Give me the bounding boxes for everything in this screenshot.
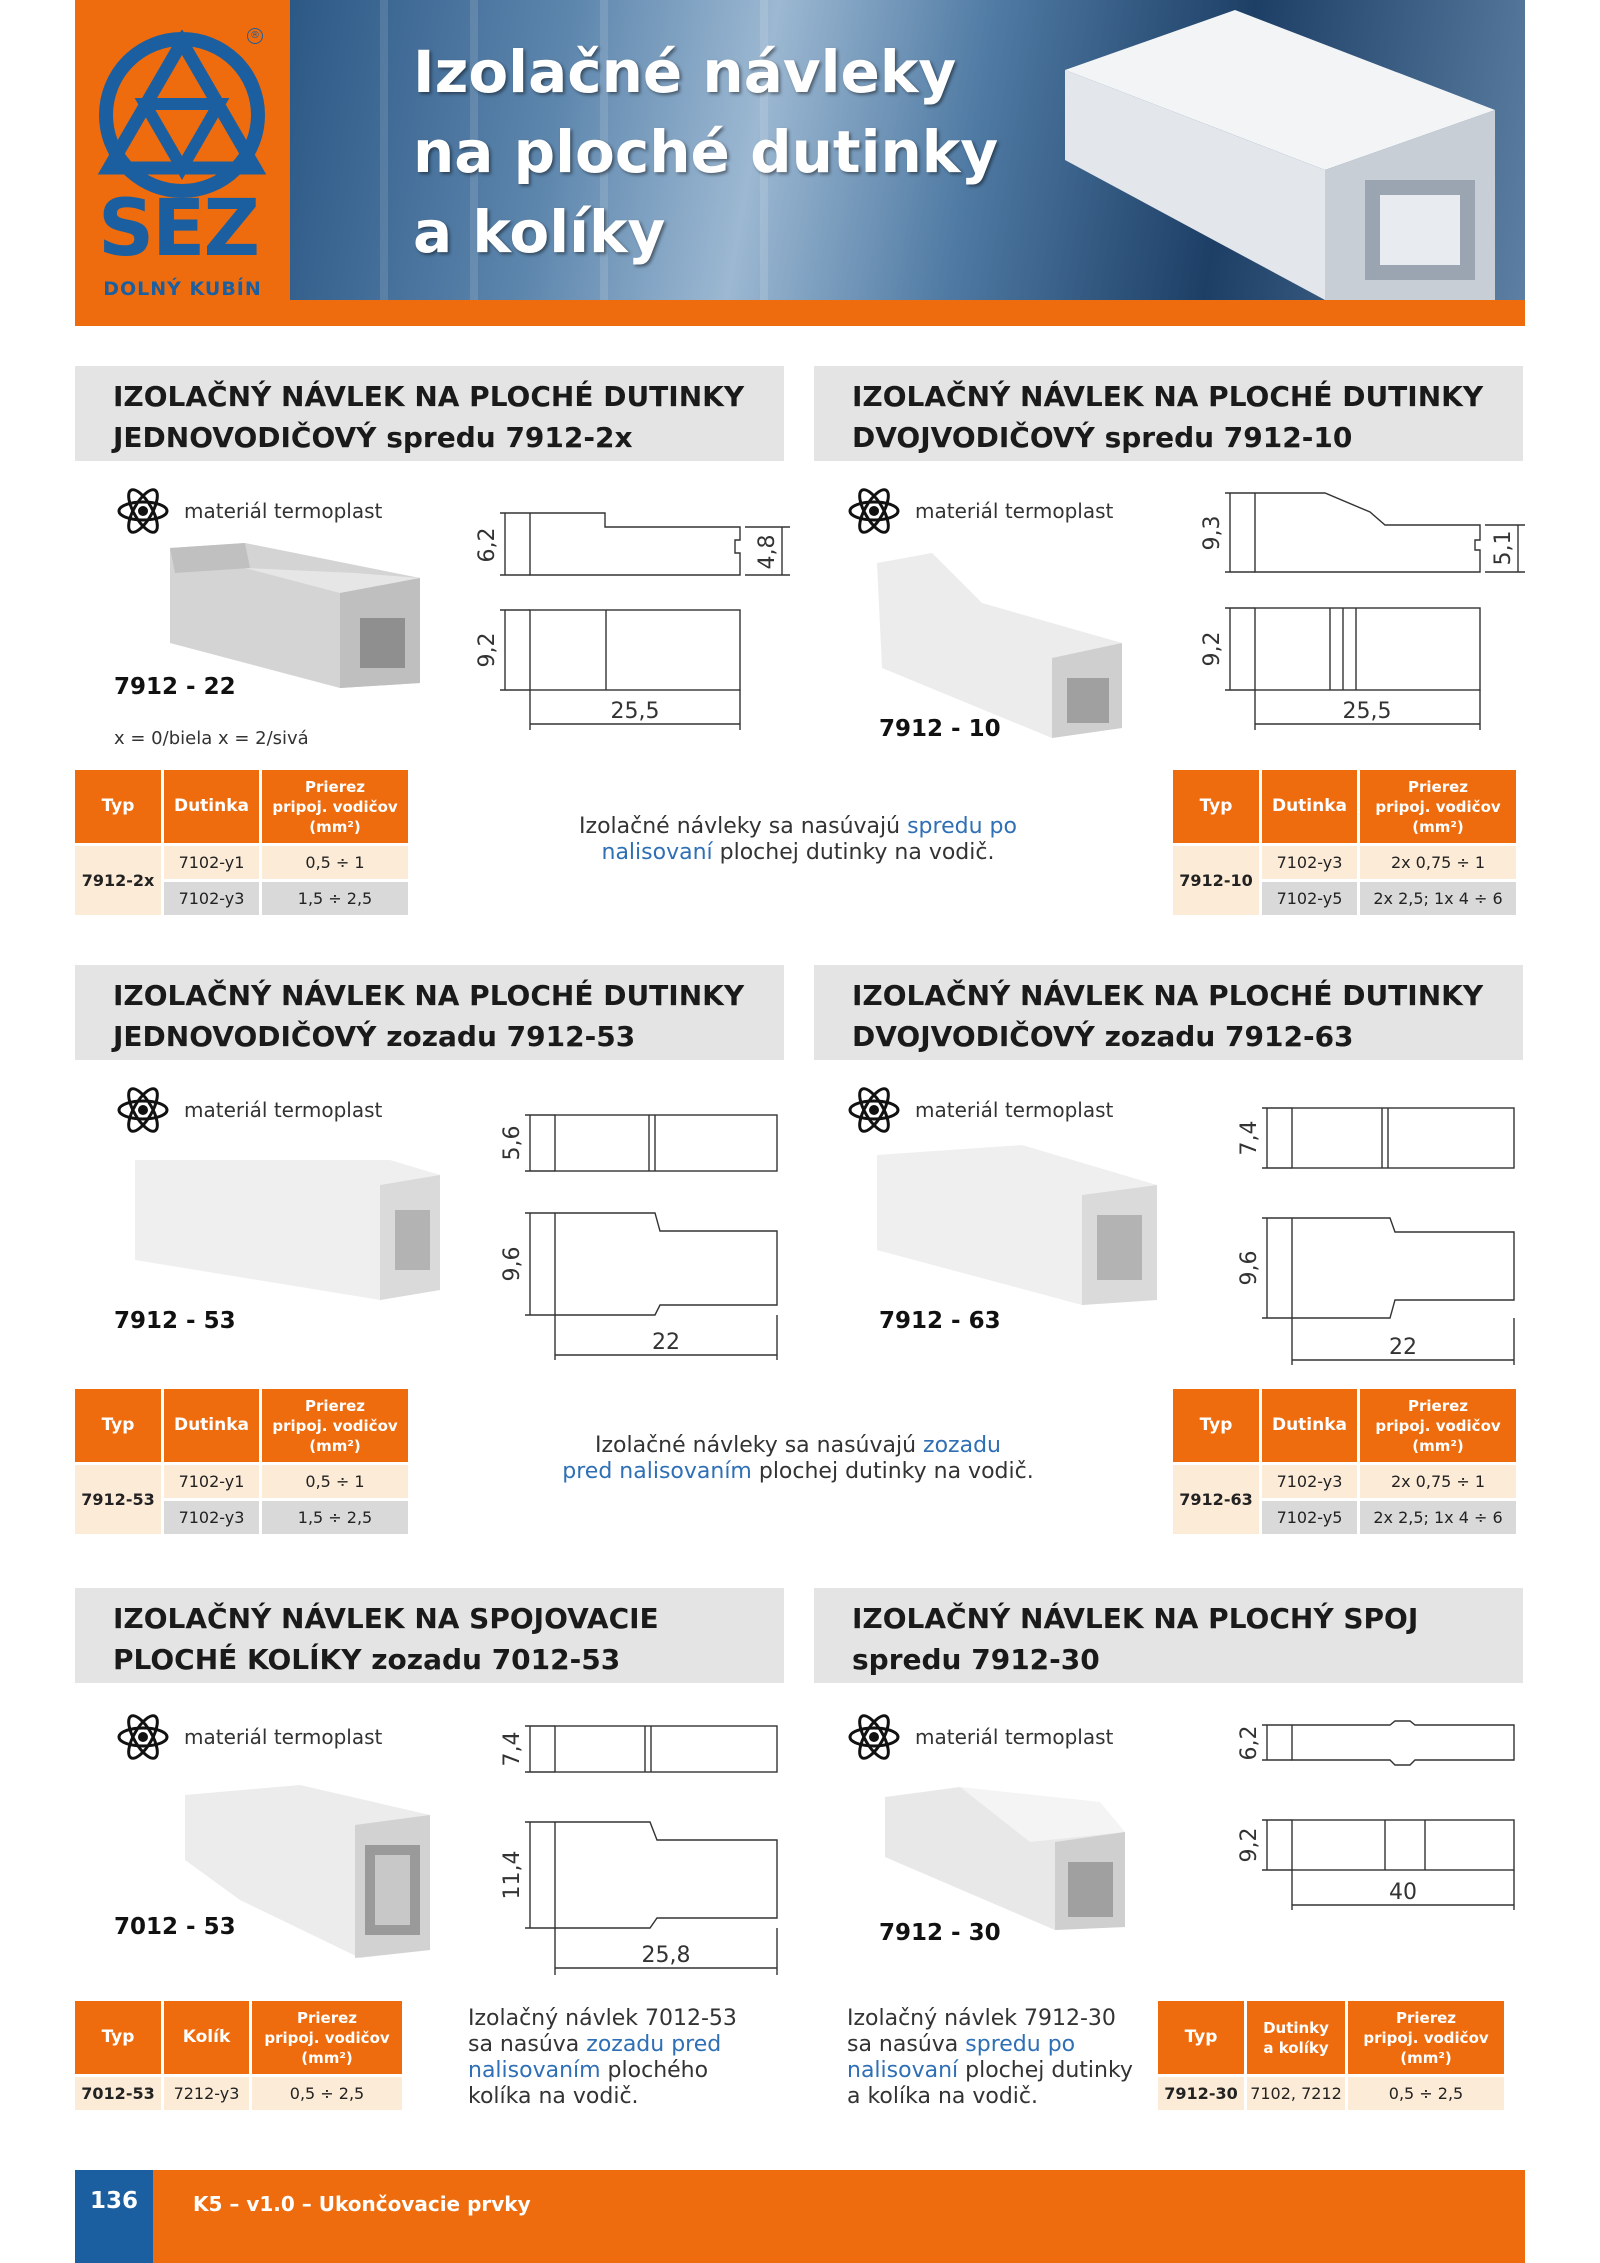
product-code: 7912 - 53 [114,1308,236,1334]
dim-height-right: 4,8 [755,534,780,570]
dim-length: 22 [652,1330,680,1355]
atom-icon [116,1710,170,1764]
registered-mark: ® [247,28,263,44]
dim-height-bottom: 9,6 [500,1246,525,1282]
mounting-description: Izolačný návlek 7012-53 sa nasúva zozadu pred nalisovaním plochého kolíka na vodič. [468,2006,737,2109]
product-image [872,1140,1162,1310]
atom-icon [116,484,170,538]
product-image [872,548,1132,743]
dim-length: 40 [1389,1880,1417,1905]
section-heading: IZOLAČNÝ NÁVLEK NA PLOCHÉ DUTINKY DVOJVODIČOVÝ spredu 7912-10 [814,366,1523,461]
brand-city: DOLNÝ KUBÍN [103,278,262,300]
atom-icon [847,1710,901,1764]
dim-height-top: 7,4 [500,1731,525,1767]
mounting-description: Izolačné návleky sa nasúvajú zozadu pred nalisovaním plochej dutinky na vodič. [562,1433,1034,1484]
material-info: materiál termoplast [116,1083,382,1137]
product-code: 7912 - 63 [879,1308,1001,1334]
dimension-drawing [495,1720,795,1980]
page-footer [75,2170,1525,2263]
footer-section-label: K5 – v1.0 – Ukončovacie prvky [193,2192,531,2216]
spec-table: Typ Dutinky a kolíky Prierez pripoj. vodičov (mm²) 7912-30 7102, 7212 0,5 ÷ 2,5 [1155,1998,1507,2113]
spec-table: Typ Dutinka Prierez pripoj. vodičov (mm²) 7912-63 7102-y3 2x 0,75 ÷ 1 7102-y5 2x 2,5; 1x 4 ÷ 6 [1170,1386,1519,1537]
dim-length: 25,5 [1342,699,1392,724]
dim-height-right: 5,1 [1491,530,1516,566]
dimension-drawing [470,505,800,735]
spec-table: Typ Dutinka Prierez pripoj. vodičov (mm²) 7912-2x 7102-y1 0,5 ÷ 1 7102-y3 1,5 ÷ 2,5 [72,767,411,918]
page-header [75,0,1525,326]
sez-logo [75,0,290,300]
spec-table: Typ Kolík Prierez pripoj. vodičov (mm²) 7012-53 7212-y3 0,5 ÷ 2,5 [72,1998,405,2113]
atom-icon [116,1083,170,1137]
mounting-description: Izolačné návleky sa nasúvajú spredu po nalisovaní plochej dutinky na vodič. [579,814,1017,865]
material-info: materiál termoplast [116,484,382,538]
dim-length: 22 [1389,1335,1417,1360]
dim-height-bottom: 9,6 [1237,1250,1262,1286]
material-info: materiál termoplast [847,484,1113,538]
product-code: 7912 - 22 [114,674,236,700]
material-info: materiál termoplast [847,1083,1113,1137]
header-orange-bar [75,300,1525,326]
section-heading: IZOLAČNÝ NÁVLEK NA PLOCHÝ SPOJ spredu 7912-30 [814,1588,1523,1683]
section-heading: IZOLAČNÝ NÁVLEK NA SPOJOVACIE PLOCHÉ KOLÍKY zozadu 7012-53 [75,1588,784,1683]
product-code: 7012 - 53 [114,1914,236,1940]
page-title: Izolačné návleky na ploché dutinky a kolíky [413,38,999,266]
product-image [880,1782,1130,1932]
atom-icon [847,484,901,538]
page-number: 136 [75,2170,153,2263]
section-heading: IZOLAČNÝ NÁVLEK NA PLOCHÉ DUTINKY DVOJVODIČOVÝ zozadu 7912-63 [814,965,1523,1060]
dim-height-top: 6,2 [1237,1725,1262,1761]
product-image-banner [1025,0,1525,300]
dim-height-bottom: 11,4 [500,1850,525,1900]
dim-length: 25,8 [641,1943,691,1968]
dimension-drawing [1230,1100,1530,1370]
section-heading: IZOLAČNÝ NÁVLEK NA PLOCHÉ DUTINKY JEDNOVODIČOVÝ spredu 7912-2x [75,366,784,461]
mounting-description: Izolačný návlek 7912-30 sa nasúva spredu po nalisovaní plochej dutinky a kolíka na vodič. [847,2006,1133,2109]
material-info: materiál termoplast [847,1710,1113,1764]
dim-height-top: 6,2 [475,527,500,563]
dimension-drawing [1230,1715,1530,1915]
spec-table: Typ Dutinka Prierez pripoj. vodičov (mm²) 7912-53 7102-y1 0,5 ÷ 1 7102-y3 1,5 ÷ 2,5 [72,1386,411,1537]
dim-height-top: 9,3 [1200,515,1225,551]
material-info: materiál termoplast [116,1710,382,1764]
dimension-drawing [495,1105,795,1365]
color-note: x = 0/biela x = 2/sivá [114,728,309,749]
dim-height-bottom: 9,2 [475,632,500,668]
product-image [130,1150,450,1305]
section-heading: IZOLAČNÝ NÁVLEK NA PLOCHÉ DUTINKY JEDNOVODIČOVÝ zozadu 7912-53 [75,965,784,1060]
spec-table: Typ Dutinka Prierez pripoj. vodičov (mm²) 7912-10 7102-y3 2x 0,75 ÷ 1 7102-y5 2x 2,5; 1x 4 ÷ 6 [1170,767,1519,918]
brand-name: SEZ [97,184,259,274]
dimension-drawing [1200,490,1530,735]
dim-height-bottom: 9,2 [1237,1827,1262,1863]
product-code: 7912 - 30 [879,1920,1001,1946]
dim-height-top: 5,6 [500,1125,525,1161]
atom-icon [847,1083,901,1137]
product-code: 7912 - 10 [879,716,1001,742]
dim-height-top: 7,4 [1237,1120,1262,1156]
sez-logo-icon [95,30,270,205]
dim-length: 25,5 [610,699,660,724]
dim-height-bottom: 9,2 [1200,631,1225,667]
